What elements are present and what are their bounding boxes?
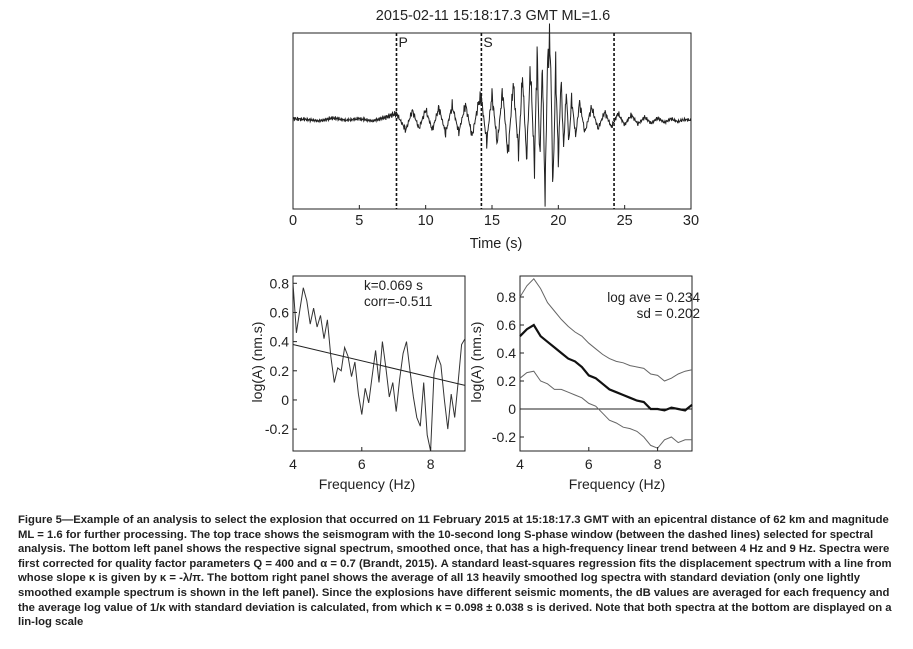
seismogram-x-tick-label: 20: [550, 213, 567, 229]
seismogram-x-tick-label: 0: [288, 213, 298, 229]
seismogram-x-tick-label: 10: [417, 213, 434, 229]
seismogram-frame: [293, 33, 691, 209]
average-spectrum-mean: [520, 325, 692, 410]
spectrum-panel: [249, 275, 465, 492]
spectrum-x-label: Frequency (Hz): [318, 476, 416, 492]
seismogram-x-tick-label: 15: [483, 213, 501, 229]
spectrum-y-label: log(A) (nm.s): [249, 321, 265, 403]
y-tick-label: 0: [508, 401, 516, 417]
average-spectrum-x-label: Frequency (Hz): [568, 476, 666, 492]
x-tick-label: 6: [584, 456, 593, 472]
spectrum-corr-annotation: corr=-0.511: [364, 294, 433, 309]
y-tick-label: 0.4: [496, 345, 516, 361]
phase-marker-label: P: [398, 34, 408, 50]
x-tick-label: 4: [289, 456, 297, 472]
seismogram-trace: [293, 24, 691, 207]
average-spectrum-panel: [468, 276, 700, 492]
spectrum-kappa-annotation: k=0.069 s: [364, 278, 423, 293]
y-tick-label: 0.4: [269, 333, 289, 350]
y-tick-label: -0.2: [264, 421, 289, 438]
average-log-ave-annotation: log ave = 0.234: [607, 290, 700, 305]
y-tick-label: 0.8: [269, 275, 289, 292]
y-tick-label: 0.6: [269, 304, 289, 321]
y-tick-label: 0.2: [269, 362, 289, 379]
seismogram-x-tick-label: 5: [355, 213, 364, 229]
seismogram-x-tick-label: 30: [682, 213, 700, 229]
x-tick-label: 6: [357, 456, 366, 472]
y-tick-label: 0.6: [496, 317, 516, 333]
y-tick-label: 0.2: [496, 373, 516, 389]
seismogram-panel: [289, 8, 699, 252]
x-tick-label: 4: [516, 456, 524, 472]
average-sd-annotation: sd = 0.202: [636, 306, 700, 321]
y-tick-label: 0.8: [496, 289, 516, 305]
phase-marker-label: S: [483, 34, 493, 50]
y-tick-label: -0.2: [491, 429, 516, 445]
y-tick-label: 0: [281, 391, 289, 408]
x-tick-label: 8: [653, 456, 662, 472]
x-tick-label: 8: [426, 456, 435, 472]
figure-caption: Figure 5—Example of an analysis to select the explosion that occurred on 11 February 2015 at 15:18:17.3 GMT with an epicentral distance of 62 km and magnitude ML = 1.6 for further processing. The top trace shows the seismogram with the 10-second long S-phase window (between the dashed lines) selected for spectral analysis. The bottom left panel shows the respective signal spectrum, smoothed once, that has a high-frequency linear trend between 4 Hz and 9 Hz. Spectra were first corrected for quality factor parameters Q = 400 and α = 0.7 (Brandt, 2015). A standard least-squares regression fits the displacement spectrum with a line from whose slope κ is given by κ = -λ/π. The bottom right panel shows the average of all 13 heavily smoothed log spectra with standard deviation (only one lightly smoothed example spectrum is shown in the left panel). Since the explosions have different seismic moments, the dB values are averaged for each frequency and the average log value of 1/κ with standard deviation is calculated, from which κ = 0.098 ± 0.038 s is derived. Note that both spectra at the bottom are displayed on a lin-log scale: [18, 514, 892, 629]
seismogram-x-tick-label: 25: [616, 213, 633, 229]
seismogram-title: 2015-02-11 15:18:17.3 GMT ML=1.6: [375, 8, 611, 24]
average-spectrum-y-label: log(A) (nm.s): [468, 321, 484, 403]
seismogram-x-label: Time (s): [469, 236, 523, 252]
